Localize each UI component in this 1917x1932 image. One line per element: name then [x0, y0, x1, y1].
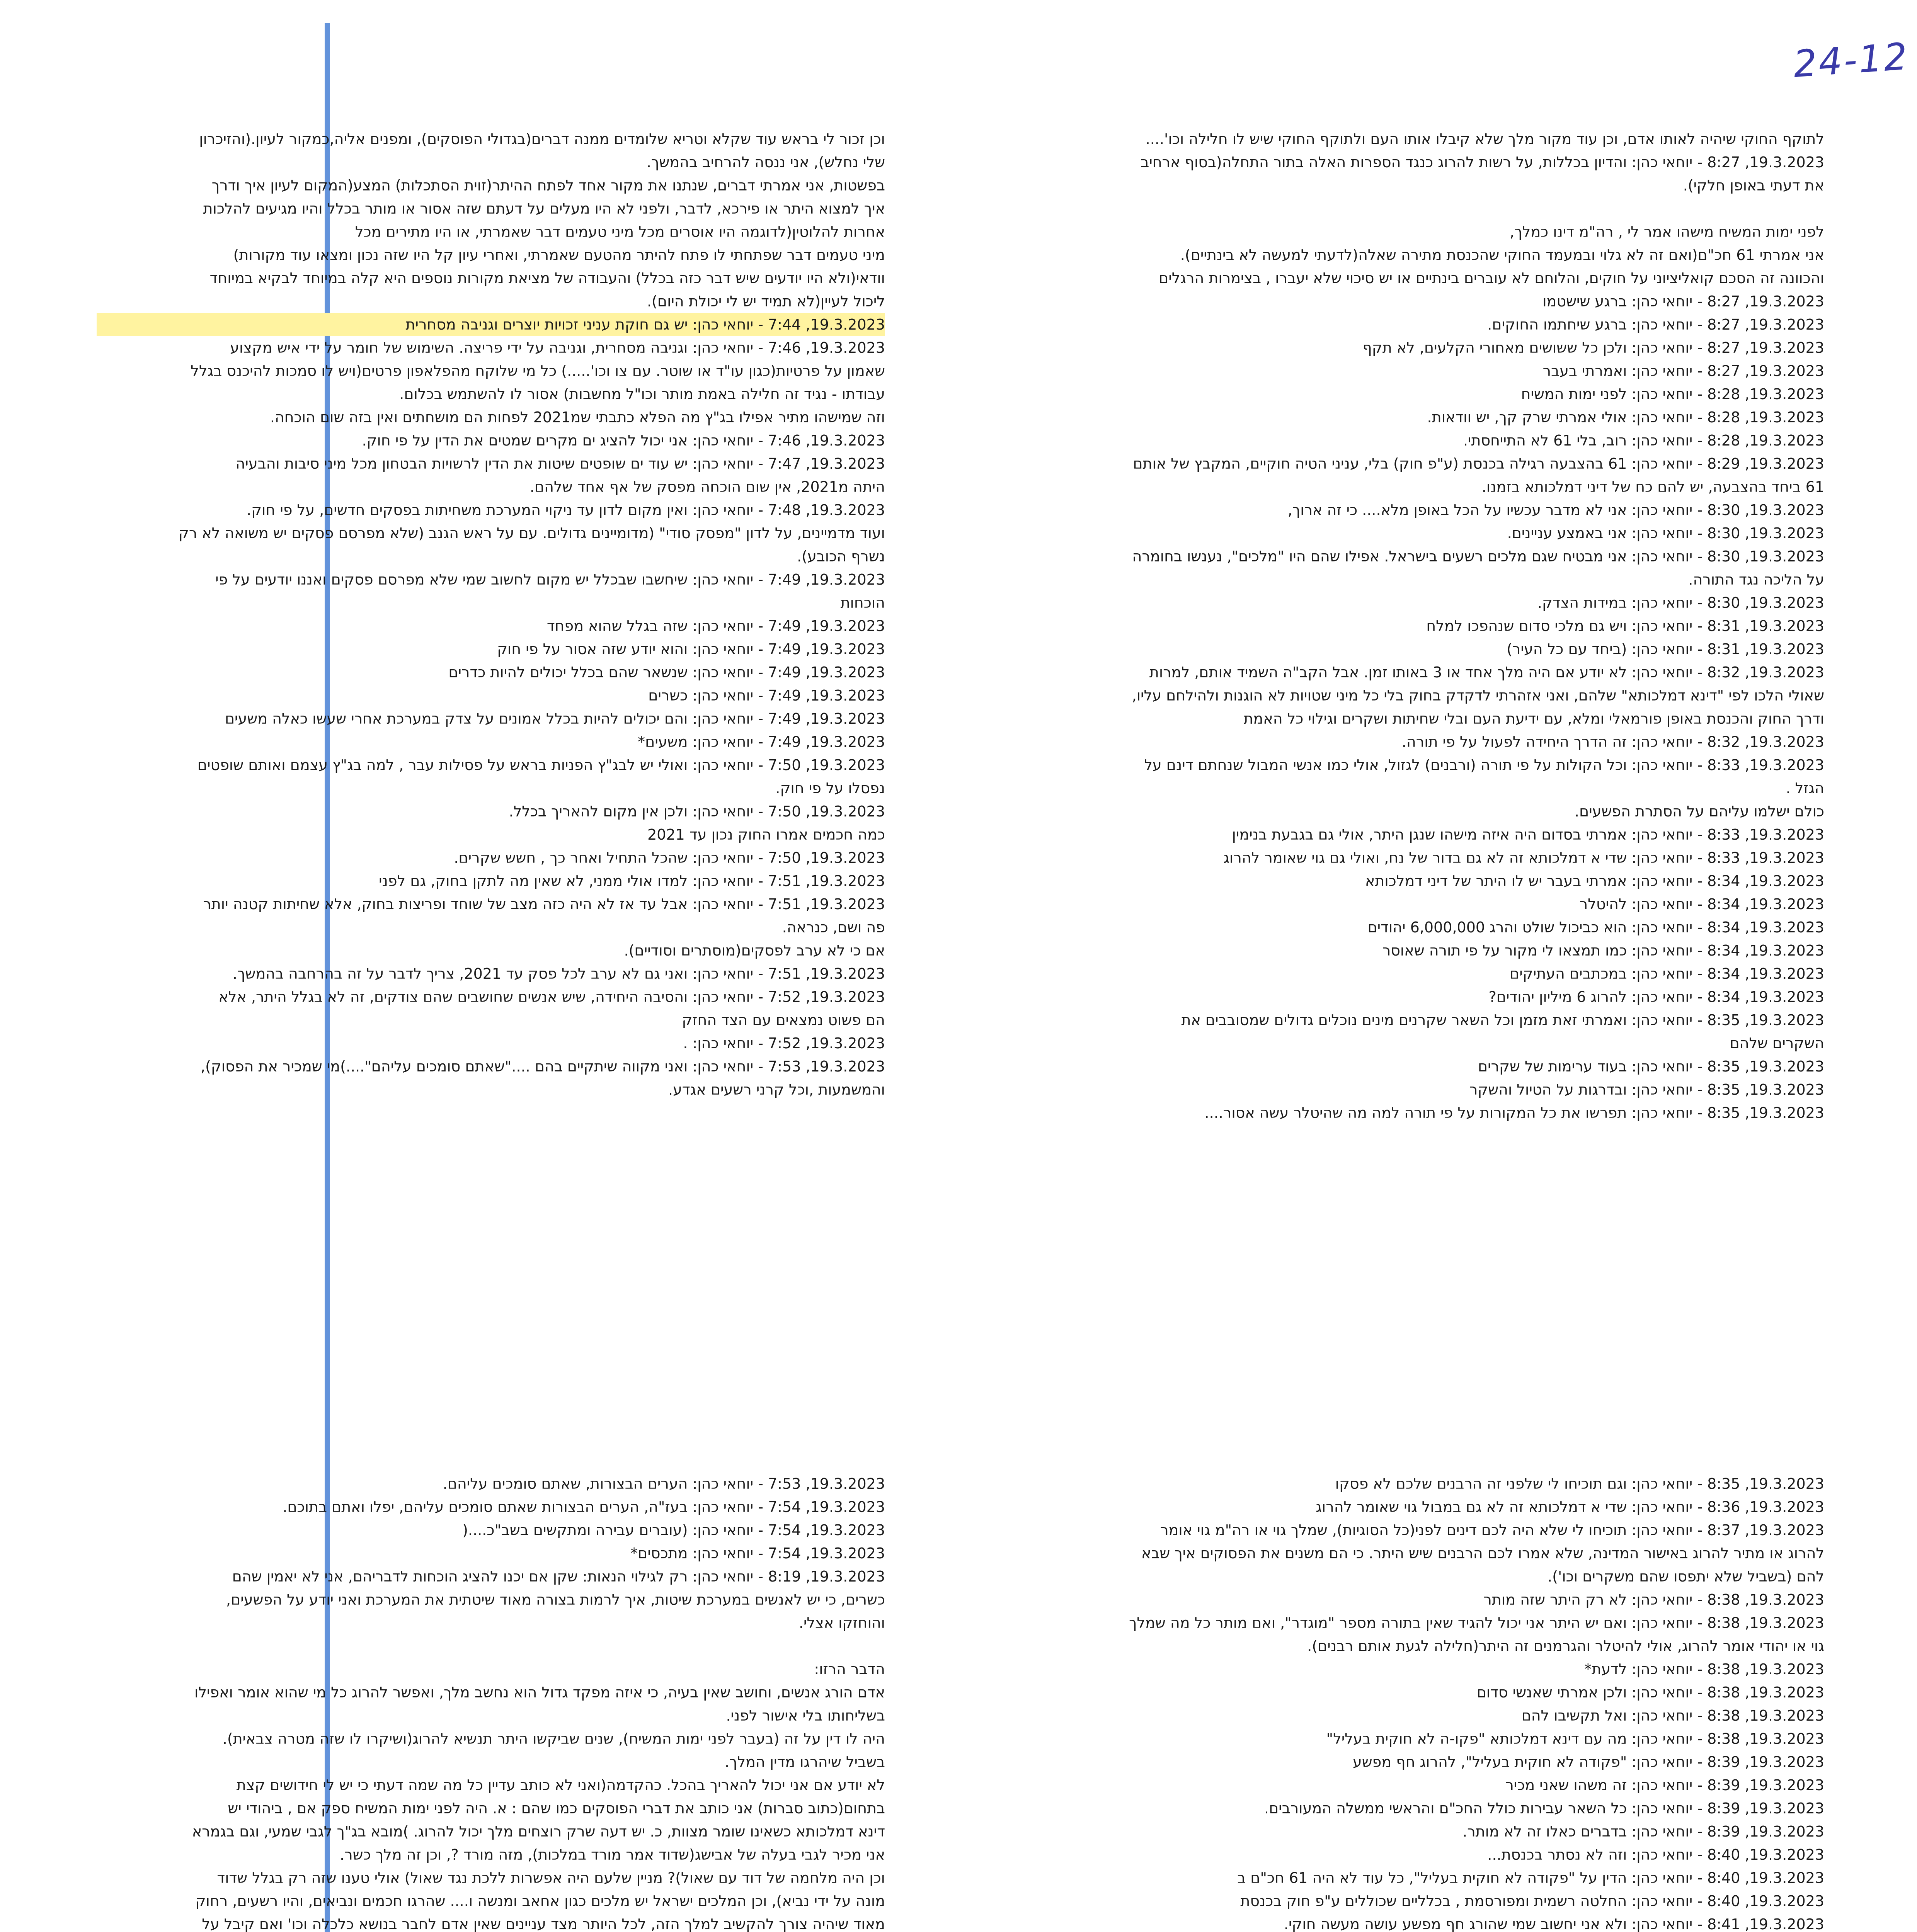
- top-left-column: [97, 128, 885, 1101]
- text-line: הוכחות: [840, 594, 885, 611]
- text-line: 19.3.2023, 7:50 - יוחאי כהן: ואולי יש לבג"ץ הפניות בראש על פסילות עבר , למה בג"ץ עצמם ואותם שופטים: [197, 757, 885, 774]
- text-line: והוחזקו אצלי.: [798, 1614, 885, 1631]
- text-line: עבודתו - נגיד זה חלילה באמת מותר וכו"ל מחשבות) אסור לו להשתמש בכלום.: [399, 386, 885, 403]
- bottom-right-column: [1105, 1472, 1824, 1932]
- text-line: 19.3.2023, 8:40 - יוחאי כהן: החלטה רשמית ומפורסמת , בכלליים שכוללים ע"פ חוק בכנסת: [1240, 1893, 1824, 1910]
- text-line: 19.3.2023, 8:39 - יוחאי כהן: זה משהו שאני מכיר: [1505, 1777, 1824, 1794]
- text-line: נשרף הכובע).: [797, 548, 885, 565]
- text-line: היתה מ2021, אין שום הוכחה מפסק של אף אחד שלהם.: [529, 478, 885, 495]
- text-line: 19.3.2023, 8:38 - יוחאי כהן: ואם יש היתר אני יכול להגיד שאין בתורה מספר "מוגדר", ואם מותר כל מה שמלך: [1129, 1614, 1824, 1631]
- text-line: לפני ימות המשיח מישהו אמר לי , רה"מ דינו כמלך,: [1510, 223, 1824, 240]
- text-line: 19.3.2023, 8:27 - יוחאי כהן: ולכן כל ששושים מאחורי הקלעים, לא תקף: [1362, 339, 1824, 356]
- text-line: אני מכיר לגבי בעלה של אבישג(שדוד אמר מורד במלכות), מזה מורד ?, וכן זה מלך כשר.: [340, 1846, 885, 1863]
- text-line: הם פשוט נמצאים עם הצד החזק: [682, 1012, 885, 1029]
- text-line: 19.3.2023, 8:28 - יוחאי כהן: רוב, בלי 61 לא התייחסתי.: [1463, 432, 1824, 449]
- text-line: בשביל שיהרגו מדין המלך.: [724, 1753, 885, 1770]
- text-line: 61 ביחד בהצבעה, יש להם כח של דיני דמלכותא בזמנו.: [1481, 478, 1824, 495]
- text-line: אני אמרתי 61 חכ"ם(ואם זה לא גלוי ובמעמד החוקי שהכנסת מתירה שאלה(לדעתי למעשה לא בינתיים).: [1180, 247, 1824, 264]
- text-line: 19.3.2023, 7:52 - יוחאי כהן: והסיבה היחידה, שיש אנשים שחושבים שהם צודקים, זה לא בגלל היתר, אלא: [218, 988, 885, 1005]
- text-line: וכן היה מלחמה של דוד עם שאול)? מניין שלעם היה אפשרות ללכת נגד שאול) אולי טענו שזה רק בגלל שדוד: [217, 1869, 885, 1886]
- text-line: 19.3.2023, 7:49 - יוחאי כהן: כשרים: [648, 687, 885, 704]
- text-line: 19.3.2023, 8:35 - יוחאי כהן: ובדרגות על הטיול והשקר: [1469, 1081, 1824, 1098]
- text-line: 19.3.2023, 8:31 - יוחאי כהן: ויש גם מלכי סדום שנהפכו למלח: [1426, 617, 1824, 634]
- text-line: 19.3.2023, 7:46 - יוחאי כהן: וגניבה מסחרית, וגניבה על ידי פריצה. השימוש של חומר על ידי איש מקצוע: [230, 339, 885, 356]
- text-line: 19.3.2023, 8:38 - יוחאי כהן: לא רק היתר שזה מותר: [1483, 1591, 1824, 1608]
- text-line: 19.3.2023, 8:38 - יוחאי כהן: מה עם דינא דמלכותא "פקו-ה לא חוקית בעליל": [1326, 1730, 1824, 1747]
- handwritten-page-label: 24-12: [1792, 34, 1910, 86]
- text-line: ודרך החוק והכנסת באופן פורמאלי ומלא, עם ידיעת העם ובלי שחיתות ושקרים וגילוי כל האמת: [1243, 710, 1824, 727]
- text-line: כמה חכמים אמרו החוק נכון עד 2021: [647, 826, 885, 843]
- text-line: 19.3.2023, 7:51 - יוחאי כהן: למדו אולי ממני, לא שאין מה לתקן בחוק, גם לפני: [379, 872, 885, 889]
- text-line: 19.3.2023, 8:39 - יוחאי כהן: "פקודה לא חוקית בעליל", להרוג חף מפשע: [1352, 1753, 1824, 1770]
- text-line: אם כי לא ערב לפסקים(מוסתרים וסודיים).: [624, 942, 885, 959]
- text-line: שלי נחלש), אני ננסה להרחיב בהמשך.: [646, 154, 885, 171]
- text-line: 19.3.2023, 7:54 - יוחאי כהן: בעז"ה, הערים הבצורות שאתם סומכים עליהם, יפלו ואתם בתוכם.: [283, 1498, 885, 1515]
- text-line: 19.3.2023, 8:39 - יוחאי כהן: בדברים כאלו זה לא מותר.: [1462, 1823, 1824, 1840]
- text-line: 19.3.2023, 8:30 - יוחאי כהן: אני לא מדבר עכשיו על הכל באופן מלא.... כי זה ארוך,: [1287, 502, 1824, 519]
- text-line: 19.3.2023, 8:33 - יוחאי כהן: אמרתי בסדום היה איזה מישהו שנגן היתר, אולי גם בגבעת בנימין: [1232, 826, 1824, 843]
- text-line: 19.3.2023, 8:34 - יוחאי כהן: כמו תמצאו לי מקור על פי תורה שאוסר: [1382, 942, 1824, 959]
- text-line: והמשמעות ,וכל קרני רשעים אגדע.: [668, 1081, 885, 1098]
- text-line: 19.3.2023, 8:27 - יוחאי כהן: ואמרתי בעבר: [1542, 362, 1824, 379]
- text-line: להרוג או מתיר להרוג באישור המדינה, שלא אמרו לכם הרבנים שיש היתר. כי הם משנים את הפסוקים איך שבא: [1141, 1545, 1824, 1562]
- text-line: 19.3.2023, 8:30 - יוחאי כהן: במידות הצדק.: [1537, 594, 1824, 611]
- text-line: היה לו דין על זה (בעבר לפני ימות המשיח), שנים שביקשו היתר תנשיא להרוג(ושיקרו לו שזה מטרה צבאית).: [222, 1730, 885, 1747]
- text-line: 19.3.2023, 7:49 - יוחאי כהן: שנשאר שהם בכלל יכולים להיות כדרים: [448, 664, 885, 681]
- text-line: 19.3.2023, 8:37 - יוחאי כהן: תוכיחו לי שלא היה לכם דינים לפני(כל הסוגיות), שמלך גוי או רה"מ גוי אומר: [1160, 1522, 1824, 1539]
- text-line: 19.3.2023, 8:38 - יוחאי כהן: ואל תקשיבו להם: [1521, 1707, 1824, 1724]
- text-line: 19.3.2023, 8:27 - יוחאי כהן: ברגע שיחתמו החוקים.: [1487, 316, 1824, 333]
- blank-line: [97, 1634, 885, 1658]
- text-line: 19.3.2023, 8:34 - יוחאי כהן: במכתבים העתיקים: [1510, 965, 1824, 982]
- text-line: בתחום(כתוב סברות) אני כותב את דברי הפוסקים כמו שהם : א. היה לפני ימות המשיח ספק אם , ביהודי יש: [228, 1800, 885, 1817]
- text-line: את דעתי באופן חלקי).: [1683, 177, 1824, 194]
- text-line: 19.3.2023, 8:34 - יוחאי כהן: אמרתי בעבר יש לו היתר של דיני דמלכותא: [1365, 872, 1824, 889]
- text-line: 19.3.2023, 7:54 - יוחאי כהן: מתכסים*: [630, 1545, 885, 1562]
- text-line: 19.3.2023, 8:27 - יוחאי כהן: ברגע שישטמו: [1542, 293, 1824, 310]
- text-line: לא יודע אם אני יכול להאריך בהכל. כהקדמה(ואני לא כותב עדיין כל מה שמה דעתי כי יש לי חידושים קצת: [236, 1777, 885, 1794]
- text-line: 19.3.2023, 8:38 - יוחאי כהן: ולכן אמרתי שאנשי סדום: [1476, 1684, 1824, 1701]
- text-line: והכוונה זה הסכם קואליציוני על חוקים, והלוחם לא עוברים בינתיים או יש סיכוי שלא יעברו , בצימרות הרגלים: [1159, 270, 1824, 287]
- text-line: 19.3.2023, 8:33 - יוחאי כהן: וכל הקולות על פי תורה (ורבנים) לגזול, אולי כמו אנשי המבול שנחתם דינם על: [1144, 757, 1824, 774]
- text-line: 19.3.2023, 8:27 - יוחאי כהן: והדיון בכללות, על רשות להרוג כנגד הספרות האלה בתור התחלה(בסוף ארחיב: [1141, 154, 1824, 171]
- text-line: שאמון על פרטיות(כגון עו"ד או שוטר. עם צו וכו'.....) כל מי שלוקח מהפלאפון פרטים(ויש לו סמכות להיכנס בגלל: [191, 362, 885, 379]
- text-line: 19.3.2023, 7:50 - יוחאי כהן: ולכן אין מקום להאריך בכלל.: [509, 803, 885, 820]
- text-line: להם (בשביל שלא יתפסו שהם משקרים וכו').: [1547, 1568, 1824, 1585]
- text-line: 19.3.2023, 8:39 - יוחאי כהן: כל השאר עבירות כולל החכ"ם והראשי ממשלה המעורבים.: [1264, 1800, 1824, 1817]
- blank-line: [1105, 197, 1824, 220]
- text-line: ליכול לעיין(לא תמיד יש לי יכולת היום).: [647, 293, 885, 310]
- text-line: בשליחותו בלי אישור לפני.: [726, 1707, 885, 1724]
- text-line: 19.3.2023, 7:49 - יוחאי כהן: שזה בגלל שהוא מפחד: [546, 617, 885, 634]
- text-line: וודאי(ולא היו יודעים שיש דבר כזה בכלל) והעבודה של מציאת מקורות נוספים היא קלה במיוחד לבקיא במיוחד: [209, 270, 885, 287]
- top-right-column: [1105, 128, 1824, 1124]
- text-line: כשרים, כי יש לאנשים במערכת שיטות, איך לרמות בצורה מאוד שיטתית את המערכת ואני יודע על הפשעים,: [226, 1591, 885, 1608]
- text-line: שאולי הלכו לפי "דינא דמלכותא" שלהם, ואני אזהרתי לדקדק בחוק בלי כל מיני שטויות לא הוגנות ולהילחם עליו,: [1132, 687, 1824, 704]
- text-line: פה ושם, כנראה.: [782, 919, 885, 936]
- text-line: 19.3.2023, 7:50 - יוחאי כהן: שהכל התחיל ואחר כך , חשש שקרים.: [454, 849, 885, 866]
- text-line: 19.3.2023, 8:35 - יוחאי כהן: תפרשו את כל המקורות על פי תורה למה מה שהיטלר עשה אסור....: [1204, 1104, 1824, 1121]
- text-line: 19.3.2023, 7:49 - יוחאי כהן: משעים*: [638, 733, 885, 750]
- text-line: 19.3.2023, 8:40 - יוחאי כהן: הדין על "פקודה לא חוקית בעליל", כל עוד לא היה 61 חכ"ם ב: [1237, 1869, 1824, 1886]
- text-line: השקרים שלהם: [1730, 1035, 1824, 1052]
- text-line: 19.3.2023, 8:35 - יוחאי כהן: וגם תוכיחו לי שלפני זה הרבנים שלכם לא פסקו: [1335, 1475, 1824, 1492]
- text-line: 19.3.2023, 7:44 - יוחאי כהן: יש גם חוקת עניני זכויות יוצרים וגניבה מסחרית: [97, 313, 885, 336]
- text-line: איך למצוא היתר או פירכא, לדבר, ולפני לא היו מעלים על דעתם שזה אסור או מותר בכלל והיו מגיעים להלכות: [203, 200, 885, 217]
- text-line: על הליכה נגד התורה.: [1688, 571, 1824, 588]
- text-line: 19.3.2023, 8:40 - יוחאי כהן: וזה לא נסתר בכנסת...: [1487, 1846, 1824, 1863]
- text-line: 19.3.2023, 8:32 - יוחאי כהן: לא יודע אם היה מלך אחד או 3 באותו זמן. אבל הקב"ה השמיד אותם, למרות: [1149, 664, 1824, 681]
- text-line: אדם הורג אנשים, וחושב שאין בעיה, כי איזה מפקד גדול הוא נחשב מלך, ואפשר להרוג כל מי שהוא אומר ואפילו: [194, 1684, 885, 1701]
- text-line: 19.3.2023, 8:30 - יוחאי כהן: אני מבטיח שגם מלכים רשעים בישראל. אפילו שהם היו "מלכים", נענשו בחומרה: [1132, 548, 1824, 565]
- text-line: 19.3.2023, 8:28 - יוחאי כהן: לפני ימות המשיח: [1521, 386, 1824, 403]
- text-line: 19.3.2023, 7:49 - יוחאי כהן: והם יכולים להיות בכלל אמונים על צדק במערכת אחרי שעשו כאלה משעים: [225, 710, 885, 727]
- text-line: 19.3.2023, 8:35 - יוחאי כהן: ואמרתי זאת מזמן וכל השאר שקרנים מינים נוכלים גדולים שמסובבים את: [1181, 1012, 1824, 1029]
- text-line: 19.3.2023, 7:53 - יוחאי כהן: ואני מקווה שיתקיים בהם ...."שאתם סומכים עליהם"....)מי שמכיר את הפסוק),: [200, 1058, 885, 1075]
- text-line: 19.3.2023, 8:41 - יוחאי כהן: ולא אני יחשוב שמי שהורג חף מפשע עושה מעשה חוקי.: [1284, 1916, 1824, 1932]
- text-line: הדבר הרזו:: [814, 1661, 885, 1678]
- text-line: 19.3.2023, 8:19 - יוחאי כהן: רק לגילוי הנאות: שקן אם יכנו להציג הוכחות לדבריהם, אני לא יאמין שהם: [232, 1568, 885, 1585]
- text-line: 19.3.2023, 8:30 - יוחאי כהן: אני באמצע עניינים.: [1507, 525, 1824, 542]
- text-line: 19.3.2023, 8:32 - יוחאי כהן: זה הדרך היחידה לפעול על פי תורה.: [1401, 733, 1824, 750]
- text-line: 19.3.2023, 8:38 - יוחאי כהן: לדעת*: [1584, 1661, 1824, 1678]
- text-line: 19.3.2023, 8:34 - יוחאי כהן: להרוג 6 מיליון יהודים?: [1488, 988, 1824, 1005]
- text-line: 19.3.2023, 7:49 - יוחאי כהן: שיחשבו שבכלל יש מקום לחשוב שמי שלא מפרסם פסקים ואננו יודעים על פי: [215, 571, 885, 588]
- text-line: דינא דמלכותא כשאינו שומר מצוות, כ. יש דעה שרק רוצחים מלך יכול להרוג. )מובא בג"ך לגבי שמעי, וגם בגמרא: [192, 1823, 885, 1840]
- text-line: 19.3.2023, 8:35 - יוחאי כהן: בעוד ערימות של שקרים: [1478, 1058, 1824, 1075]
- text-line: 19.3.2023, 8:36 - יוחאי כהן: שדי א דמלכותא זה לא גם במבול גוי שאומר להרוג: [1316, 1498, 1824, 1515]
- text-line: אחרות להלוטין(לדוגמה היו אוסרים מכל מיני טעמים דבר שאמרתי, או היו מתירים מכל: [355, 223, 885, 240]
- text-line: מאוד שיהיה צורך להקשיב למלך הזה, לכל היותר מצד עניינים שאין אדם לחבר בנושא כלכלה וכו' ואם קיבל על: [202, 1916, 885, 1932]
- text-line: לתוקף החוקי שיהיה לאותו אדם, וכן עוד מקור מלך שלא קיבלו אותו העם ולתוקף החוקי שיש לו חלילה וכו'....: [1145, 131, 1824, 148]
- text-line: 19.3.2023, 7:47 - יוחאי כהן: יש עוד ים שופטים שיטות את הדין לרשויות הבטחון מכל מיני סיבות והבעיה: [235, 455, 885, 472]
- text-line: 19.3.2023, 7:51 - יוחאי כהן: ואני גם לא ערב לכל פסק עד 2021, צריך לדבר על זה בהרחבה בהמשך.: [232, 965, 885, 982]
- text-line: 19.3.2023, 7:53 - יוחאי כהן: הערים הבצורות, שאתם סומכים עליהם.: [443, 1475, 885, 1492]
- text-line: הגזל .: [1786, 780, 1824, 797]
- bottom-left-column: [97, 1472, 885, 1932]
- text-line: 19.3.2023, 7:49 - יוחאי כהן: והוא יודע שזה אסור על פי חוק: [497, 641, 885, 658]
- text-line: 19.3.2023, 8:34 - יוחאי כהן: להיטלר: [1579, 896, 1824, 913]
- text-line: גוי או יהודי אומר להרוג, אולי להיטלר והגרמנים זה היתר(חלילה לגעת אותם רבנים).: [1307, 1638, 1824, 1655]
- text-line: נפסלו על פי חוק.: [775, 780, 885, 797]
- text-line: 19.3.2023, 7:52 - יוחאי כהן: .: [683, 1035, 885, 1052]
- text-line: וכן זכור לי בראש עוד שקלא וטריא שלומדים ממנה דברים(בגדולי הפוסקים), ומפנים אליה,כמקור לעיון.(והזיכרון: [199, 131, 885, 148]
- text-line: מיני טעמים דבר שפתחתי לו פתח להיתר מהטעם שאמרתי, ואחרי עיון קל היו שזה נכון ומצאו עוד מקורות): [233, 247, 885, 264]
- text-line: וזה שמישהו מתיר אפילו בג"ץ מה הפלא כתבתי שמ2021 לפחות הם מושחתים ואין בזה שום הוכחה.: [270, 409, 885, 426]
- text-line: 19.3.2023, 8:34 - יוחאי כהן: הוא כביכול שולט והרג 6,000,000 יהודים: [1367, 919, 1824, 936]
- text-line: 19.3.2023, 7:51 - יוחאי כהן: אבל עד אז לא היה כזה מצב של שוחד ופריצות בחוק, אלא שחיתות קטנה יותר: [203, 896, 885, 913]
- text-line: בפשטות, אני אמרתי דברים, שנתנו את מקור אחד לפתח ההיתר(זוית הסתכלות) המצע(המקום לעיון איך ודרך: [211, 177, 885, 194]
- text-line: כולם ישלמו עליהם על הסתרת הפשעים.: [1574, 803, 1824, 820]
- text-line: 19.3.2023, 8:28 - יוחאי כהן: אולי אמרתי שרק קך, יש וודאות.: [1427, 409, 1824, 426]
- text-line: 19.3.2023, 7:46 - יוחאי כהן: אני יכול להציג ים מקרים שמטים את הדין על פי חוק.: [362, 432, 885, 449]
- text-line: ועוד מדמיינים, על לדון "מפסק סודי" (מדומיינים גדולים. עם על ראש הגנב (שלא מפרסם פסקים יש משואה לא רק: [178, 525, 885, 542]
- text-line: 19.3.2023, 8:31 - יוחאי כהן: (ביחד עם כל העיר): [1507, 641, 1824, 658]
- text-line: 19.3.2023, 8:29 - יוחאי כהן: 61 בהצבעה רגילה בכנסת (ע"פ חוק) בלי, עניני הטיה חוקיים, המקבץ של אותם: [1133, 455, 1824, 472]
- text-line: 19.3.2023, 7:54 - יוחאי כהן: (עוברים עבירה ומתקשים בשב"כ....(: [462, 1522, 885, 1539]
- text-line: מונה על ידי נביא), וכן המלכים ישראל יש מלכים כגון אחאב ומנשה ו.... שהרגו חכמים ונביאים, והיו רשעים, רחוק: [195, 1893, 885, 1910]
- text-line: 19.3.2023, 7:48 - יוחאי כהן: ואין מקום לדון עד ניקוי המערכת משחיתות בפסקים חדשים, על פי חוק.: [247, 502, 885, 519]
- text-line: 19.3.2023, 8:33 - יוחאי כהן: שדי א דמלכותא זה לא גם בדור של נח, ואולי גם גוי שאומר להרוג: [1223, 849, 1824, 866]
